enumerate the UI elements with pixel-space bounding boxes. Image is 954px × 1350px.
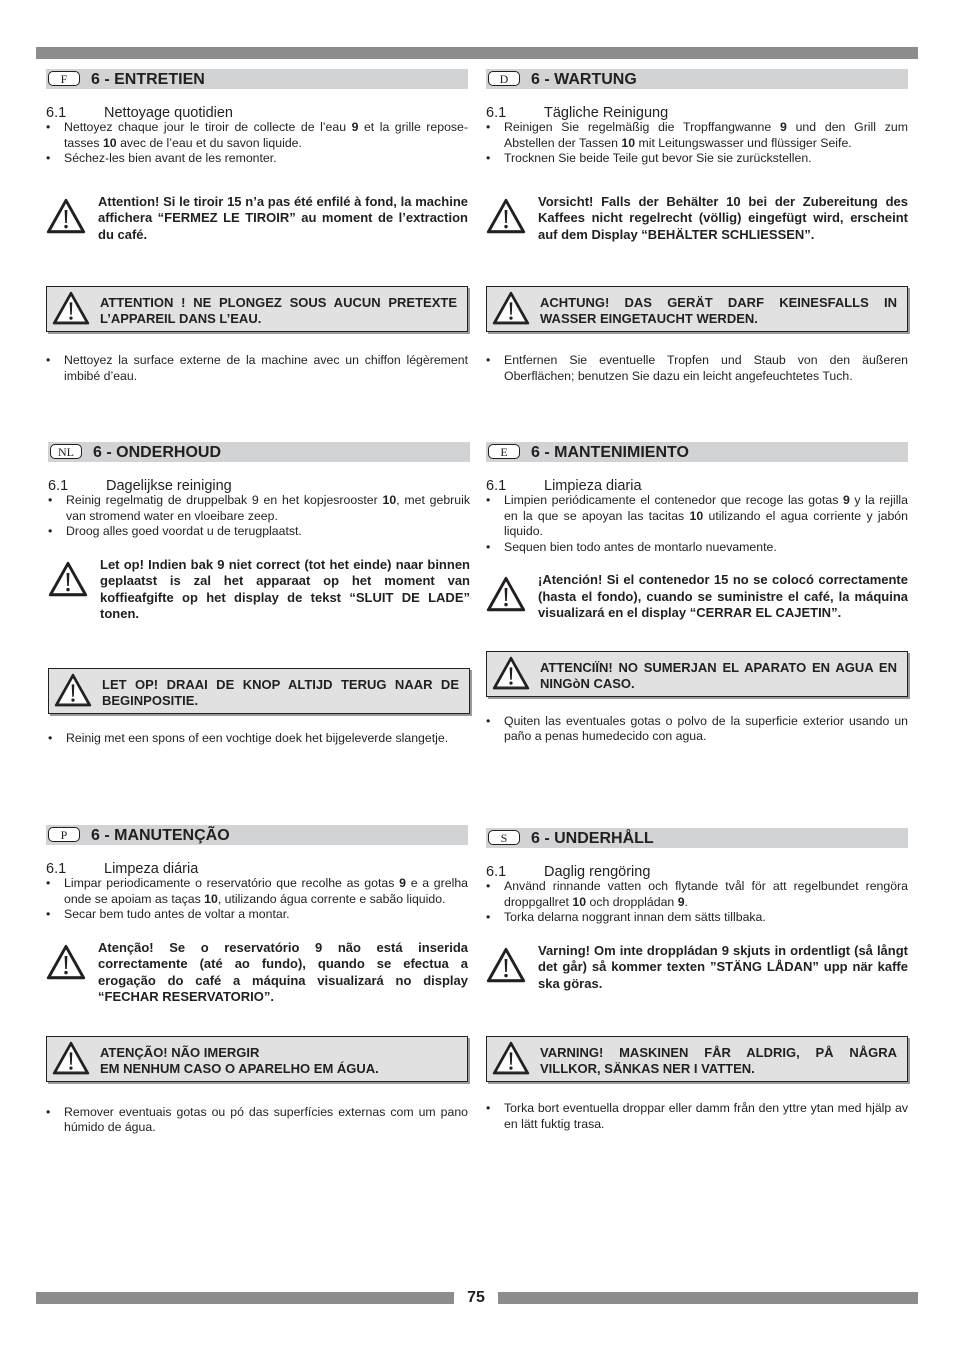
bottom-rule-right (498, 1292, 918, 1304)
bullet-icon: • (46, 907, 51, 921)
instruction-list (46, 876, 468, 923)
list-item-text: Torka delarna noggrant innan dem sätts tillbaka. (504, 910, 766, 924)
boxed-warning (46, 286, 468, 332)
warning-triangle-icon (486, 198, 526, 234)
warning-note (46, 940, 468, 1006)
section-title: 6 - ONDERHOUD (93, 444, 222, 461)
warning-note (48, 557, 470, 623)
list-item (486, 540, 908, 556)
instruction-list (48, 493, 470, 540)
cleaning-list (486, 353, 908, 384)
section-title: 6 - ENTRETIEN (91, 71, 205, 88)
boxed-warning (48, 668, 470, 714)
warning-triangle-icon (492, 1041, 530, 1075)
list-item (48, 493, 470, 524)
section-header (486, 442, 908, 462)
list-item (46, 907, 468, 923)
language-badge: D (488, 71, 520, 86)
list-item (48, 731, 470, 747)
subsection-number: 6.1 (48, 478, 69, 494)
bullet-icon: • (48, 524, 53, 538)
subsection-heading (46, 862, 468, 876)
list-item (486, 493, 908, 540)
warning-text: Attention! Si le tiroir 15 n’a pas été enfilé à fond, la machine affichera “FERMEZ LE TIROIR” au moment de l’extraction du café. (98, 193, 468, 242)
subsection-heading (48, 479, 470, 493)
warning-text: Let op! Indien bak 9 niet correct (tot het einde) naar binnen geplaatst is zal het apparaat op het moment van koffieafgifte op het display de tekst “SLUIT DE LADE” tonen. (100, 556, 470, 621)
subsection-heading (46, 106, 468, 120)
list-item (486, 120, 908, 151)
boxed-warning-text: ACHTUNG! DAS GERÄT DARF KEINESFALLS IN WASSER EINGETAUCHT WERDEN. (540, 295, 897, 326)
bullet-icon: • (486, 539, 491, 554)
subsection-title: Daglig rengöring (544, 864, 651, 880)
warning-triangle-icon (54, 673, 92, 707)
bullet-icon: • (486, 151, 491, 165)
list-item-text: Reinig met een spons of een vochtige doek het bijgeleverde slangetje. (66, 730, 449, 745)
list-item (48, 524, 470, 540)
language-badge: S (488, 830, 520, 845)
list-item-text: Quiten las eventuales gotas o polvo de la superficie exterior usando un paño a penas humedecido con agua. (504, 713, 908, 743)
bullet-icon: • (486, 879, 491, 893)
bullet-icon: • (486, 910, 491, 924)
instruction-list (486, 879, 908, 926)
list-item-text: Trocknen Sie beide Teile gut bevor Sie sie zurückstellen. (504, 151, 812, 165)
section-onderhoud (48, 442, 470, 746)
section-header (46, 825, 468, 845)
top-rule (36, 47, 918, 59)
cleaning-list (48, 731, 470, 747)
section-title: 6 - WARTUNG (531, 71, 637, 88)
boxed-warning-text: ATTENTION ! NE PLONGEZ SOUS AUCUN PRETEXTE L’APPAREIL DANS L’EAU. (100, 295, 457, 326)
warning-triangle-icon (486, 576, 526, 612)
warning-triangle-icon (52, 1041, 90, 1075)
list-item-text: Nettoyez la surface externe de la machine avec un chiffon légèrement imbibé d’eau. (64, 353, 468, 383)
section-header (486, 69, 908, 89)
list-item (486, 714, 908, 745)
list-item-text: Nettoyez chaque jour le tiroir de collecte de l’eau 9 et la grille repose-tasses 10 avec de l’eau et du savon liquide. (64, 120, 468, 150)
section-title: 6 - UNDERHÅLL (531, 830, 654, 847)
list-item-text: Använd rinnande vatten och flytande tvål för att regelbundet rengöra droppgallret 10 och droppládan 9. (504, 879, 908, 909)
subsection-title: Limpeza diária (104, 861, 199, 877)
bullet-icon: • (486, 493, 491, 507)
instruction-list (486, 493, 908, 555)
language-badge: E (488, 444, 520, 459)
boxed-warning (486, 286, 908, 332)
bullet-icon: • (46, 120, 51, 134)
list-item (486, 1101, 908, 1132)
warning-text: ¡Atención! Si el contenedor 15 no se colocó correctamente (hasta el fondo), cuando se suministre el café, la máquina visualizará en el display “CERRAR EL CAJETIN”. (538, 572, 908, 620)
list-item (486, 910, 908, 926)
warning-text: Atenção! Se o reservatório 9 não está inserida correctamente (até ao fundo), quando se efectua a erogação do café a máquina visualizará no display “FECHAR RESERVATORIO”. (98, 939, 468, 1004)
warning-triangle-icon (492, 656, 530, 690)
warning-triangle-icon (486, 947, 526, 983)
list-item-text: Séchez-les bien avant de les remonter. (64, 151, 277, 165)
section-header (486, 828, 908, 848)
list-item-text: Reinigen Sie regelmäßig die Tropffangwanne 9 und den Grill zum Abstellen der Tassen 10 mit Leitungswasser und flüssiger Seife. (504, 120, 908, 150)
cleaning-list (46, 353, 468, 384)
bottom-rule-left (36, 1292, 454, 1304)
list-item (46, 1105, 468, 1136)
subsection-heading (486, 865, 908, 879)
subsection-title: Limpieza diaria (544, 478, 642, 494)
bullet-icon: • (486, 1101, 491, 1115)
subsection-heading (486, 106, 908, 120)
subsection-title: Nettoyage quotidien (104, 105, 233, 121)
list-item (46, 876, 468, 907)
bullet-icon: • (486, 120, 491, 134)
section-underhall (486, 828, 908, 1132)
subsection-number: 6.1 (486, 478, 507, 494)
boxed-warning (486, 1036, 908, 1082)
section-manutencao (46, 825, 468, 1136)
list-item (46, 353, 468, 384)
instruction-list (486, 120, 908, 167)
list-item (46, 151, 468, 167)
warning-note (46, 194, 468, 244)
list-item-text: Entfernen Sie eventuelle Tropfen und Staub von den äußeren Oberflächen; benutzen Sie dazu ein leicht angefeuchtetes Tuch. (504, 353, 908, 383)
subsection-heading (486, 479, 908, 493)
list-item-text: Droog alles goed voordat u de terugplaatst. (66, 524, 302, 538)
list-item-text: Torka bort eventuella droppar eller damm från den yttre ytan med hjälp av en lätt fuktig trasa. (504, 1101, 908, 1131)
bullet-icon: • (486, 713, 491, 728)
warning-triangle-icon (492, 291, 530, 325)
subsection-number: 6.1 (486, 864, 507, 880)
warning-triangle-icon (52, 291, 90, 325)
subsection-number: 6.1 (46, 861, 67, 877)
list-item-text: Reinig regelmatig de druppelbak 9 en het kopjesrooster 10, met gebruik van stromend water en vloeibare zeep. (66, 493, 470, 523)
warning-text: Varning! Om inte droppládan 9 skjuts in ordentligt (så långt det går) så kommer texten ”STÄNG LÅDAN” upp när kaffe ska göras. (538, 942, 908, 991)
bullet-icon: • (46, 151, 51, 165)
cleaning-list (486, 1101, 908, 1132)
page-number: 75 (467, 1289, 485, 1306)
subsection-number: 6.1 (486, 105, 507, 121)
section-wartung (486, 69, 908, 384)
list-item-text: Remover eventuais gotas ou pó das superfícies externas com um pano húmido de água. (64, 1104, 468, 1134)
subsection-number: 6.1 (46, 105, 67, 121)
boxed-warning (46, 1036, 468, 1082)
list-item (486, 879, 908, 910)
warning-triangle-icon (46, 944, 86, 980)
cleaning-list (486, 714, 908, 745)
boxed-warning-text: VARNING! MASKINEN FÅR ALDRIG, PÅ NÅGRA VILLKOR, SÄNKAS NER I VATTEN. (540, 1045, 897, 1076)
boxed-warning (486, 651, 908, 697)
boxed-warning-text: ATTENCIÏN! NO SUMERJAN EL APARATO EN AGUA EN NINGòN CASO. (540, 659, 897, 691)
section-entretien (46, 69, 468, 384)
list-item (46, 120, 468, 151)
instruction-list (46, 120, 468, 167)
warning-note (486, 572, 908, 622)
bullet-icon: • (48, 493, 53, 507)
cleaning-list (46, 1105, 468, 1136)
list-item-text: Secar bem tudo antes de voltar a montar. (64, 907, 290, 921)
bullet-icon: • (486, 353, 491, 367)
list-item-text: Sequen bien todo antes de montarlo nuevamente. (504, 539, 777, 554)
warning-text: Vorsicht! Falls der Behälter 10 bei der Zubereitung des Kaffees nicht regelrecht (völlig) eingefügt wird, erscheint auf dem Display “BEHÄLTER SCHLIESSEN”. (538, 193, 908, 242)
language-badge: P (48, 827, 80, 842)
list-item (486, 151, 908, 167)
bullet-icon: • (48, 730, 53, 745)
warning-note (486, 943, 908, 993)
subsection-title: Dagelijkse reiniging (106, 478, 232, 494)
subsection-title: Tägliche Reinigung (544, 105, 669, 121)
bullet-icon: • (46, 1104, 51, 1119)
warning-triangle-icon (48, 561, 88, 597)
list-item-text: Limpar periodicamente o reservatório que recolhe as gotas 9 e a grelha onde se apoiam as taças 10, utilizando água corrente e sabão liquido. (64, 876, 468, 906)
language-badge: F (48, 71, 80, 86)
warning-note (486, 194, 908, 244)
warning-triangle-icon (46, 198, 86, 234)
language-badge: NL (50, 444, 82, 459)
section-header (48, 442, 470, 462)
section-mantenimiento (486, 442, 908, 745)
section-title: 6 - MANUTENÇÃO (91, 827, 230, 844)
bullet-icon: • (46, 353, 51, 367)
section-title: 6 - MANTENIMIENTO (531, 444, 689, 461)
bullet-icon: • (46, 876, 51, 890)
section-header (46, 69, 468, 89)
boxed-warning-text: LET OP! DRAAI DE KNOP ALTIJD TERUG NAAR DE BEGINPOSITIE. (102, 676, 459, 708)
boxed-warning-text: ATENÇÃO! NÃO IMERGIR EM NENHUM CASO O APARELHO EM ÁGUA. (100, 1044, 379, 1076)
list-item-text: Limpien periódicamente el contenedor que recoge las gotas 9 y la rejilla en la que se apoyan las tacitas 10 utilizando el agua corriente y jabón liquido. (504, 493, 908, 538)
list-item (486, 353, 908, 384)
